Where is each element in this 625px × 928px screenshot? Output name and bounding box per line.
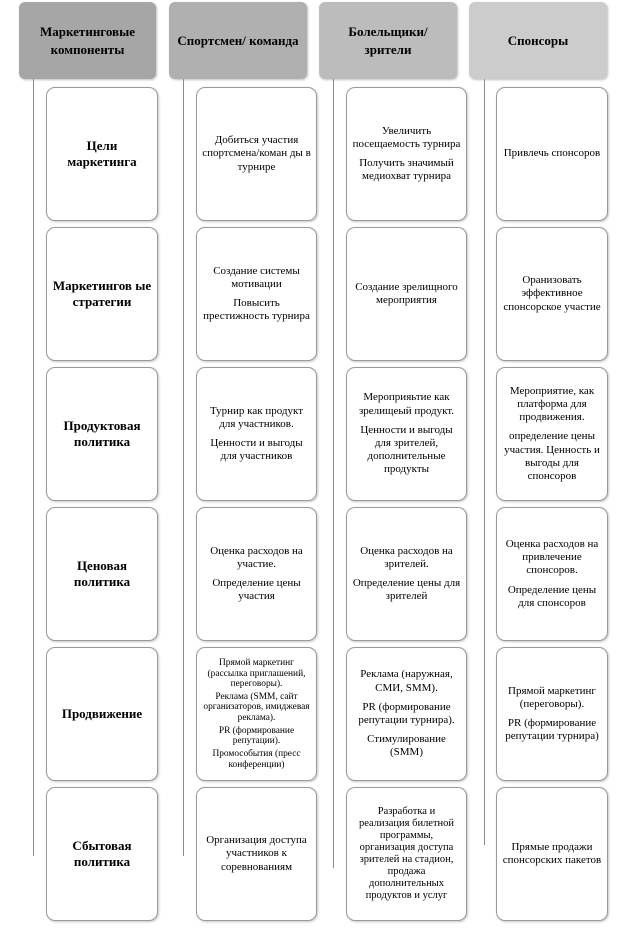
athlete-text: Промособытия (пресс конференции) (212, 748, 301, 770)
athlete-text: Организация доступа участников к соревнованиям (206, 834, 307, 873)
athlete-text: Турнир как продукт для участников. (209, 404, 304, 430)
sponsors-text: Мероприятие, как платформа для продвижения. (509, 384, 595, 424)
sponsors-card-strategies (496, 227, 608, 361)
fans-text: Получить значимый медиохват турнира (359, 157, 454, 183)
sponsors-text: Оценка расходов на привлечение спонсоров. (505, 538, 599, 577)
fans-text: Реклама (наружная, СМИ, SMM). (360, 668, 453, 694)
category-label: Продвижение (61, 706, 143, 722)
athlete-card-product (196, 367, 317, 501)
sponsors-card-goals (496, 87, 608, 221)
category-card-product (46, 367, 158, 501)
sponsors-text: Прямой маркетинг (переговоры). (508, 684, 596, 710)
header-fans-spectators: Болельщики/ зрители (319, 2, 457, 79)
header-sponsors: Спонсоры (469, 2, 607, 79)
header-marketing-components: Маркетинговые компоненты (19, 2, 156, 79)
category-label: Цели маркетинга (67, 138, 137, 169)
athlete-card-distribution (196, 787, 317, 921)
category-label: Продуктовая политика (63, 418, 141, 449)
connector-line-athlete (183, 79, 184, 856)
athlete-text: Реклама (SMM, сайт организаторов, имиджевая реклама). (203, 691, 310, 723)
connector-line-components (33, 79, 34, 856)
sponsors-text: Определение цены для спонсоров (507, 583, 597, 609)
category-label: Ценовая политика (73, 558, 131, 589)
sponsors-text: Оранизовать эффективное спонсорское участие (503, 274, 601, 313)
connector-line-fans (333, 79, 334, 868)
athlete-text: Определение цены участия (212, 577, 301, 603)
fans-text: Оценка расходов на зрителей. (360, 544, 453, 570)
sponsors-text: Прямые продажи спонсорских пакетов (502, 840, 602, 866)
athlete-text: Оценка расходов на участие. (210, 544, 303, 570)
category-card-promotion (46, 647, 158, 781)
fans-card-pricing (346, 507, 467, 641)
sponsors-text: PR (формирование репутации турнира) (505, 717, 599, 743)
sponsors-text: Привлечь спонсоров (503, 147, 601, 160)
category-card-strategies (46, 227, 158, 361)
athlete-text: Добиться участия спортсмена/коман ды в турнире (202, 134, 311, 173)
athlete-text: Повысить престижность турнира (203, 297, 310, 323)
fans-text: Увеличить посещаемость турнира (352, 124, 461, 150)
fans-card-strategies (346, 227, 467, 361)
fans-card-promotion (346, 647, 467, 781)
athlete-text: Создание системы мотивации (213, 264, 300, 290)
athlete-card-promotion (196, 647, 317, 781)
fans-text: Стимулирование (SMM) (367, 733, 446, 759)
fans-text: PR (формирование репутации турнира). (358, 700, 455, 726)
category-card-pricing (46, 507, 158, 641)
sponsors-card-product (496, 367, 608, 501)
fans-text: Мероприяьтие как зрелищеый продукт. (358, 391, 455, 417)
athlete-card-strategies (196, 227, 317, 361)
sponsors-card-pricing (496, 507, 608, 641)
header-athlete-team: Спортсмен/ команда (169, 2, 307, 79)
sponsors-card-promotion (496, 647, 608, 781)
fans-card-distribution (346, 787, 467, 921)
category-card-distribution (46, 787, 158, 921)
athlete-card-pricing (196, 507, 317, 641)
fans-text: Ценности и выгоды для зрителей, дополнительные продукты (360, 423, 453, 476)
fans-text: Разработка и реализация билетной программы, организация доступа зрителей на стадион, продажа дополнительных продуктов и услуг (358, 805, 455, 902)
category-label: Маркетингов ые стратегии (52, 278, 152, 309)
athlete-card-goals (196, 87, 317, 221)
connector-line-sponsors (484, 79, 485, 845)
category-label: Сбытовая политика (72, 838, 132, 869)
fans-card-goals (346, 87, 467, 221)
category-card-goals (46, 87, 158, 221)
fans-text: Создание зрелищного мероприятия (355, 280, 458, 306)
fans-text: Определение цены для зрителей (352, 577, 461, 603)
fans-card-product (346, 367, 467, 501)
athlete-text: Прямой маркетинг (рассылка приглашений, переговоры). (207, 657, 306, 690)
athlete-text: Ценности и выгоды для участников (210, 437, 303, 463)
sponsors-card-distribution (496, 787, 608, 921)
sponsors-text: определение цены участия. Ценность и выгоды для спонсоров (504, 430, 600, 482)
athlete-text: PR (формирование репутации). (218, 725, 295, 747)
